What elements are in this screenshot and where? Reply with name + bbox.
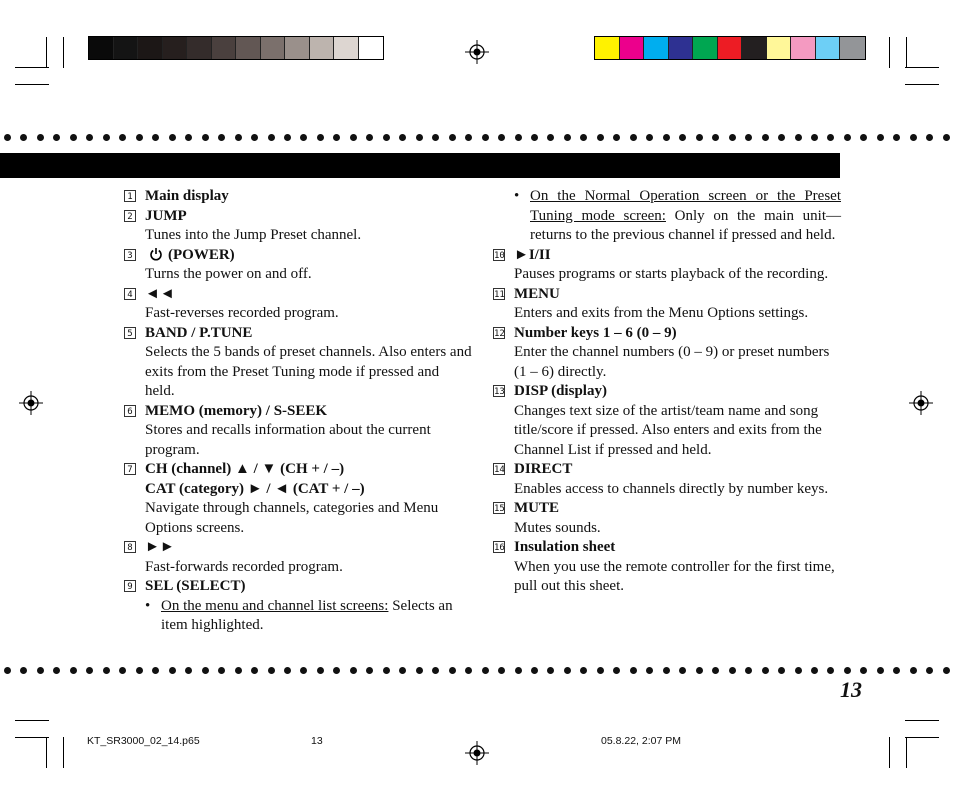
item-description: Fast-reverses recorded program. <box>145 305 339 321</box>
dot <box>136 134 143 141</box>
dotted-rule <box>0 134 954 144</box>
dot <box>218 134 225 141</box>
dot <box>613 667 620 674</box>
item-title <box>145 577 472 597</box>
dot <box>268 134 275 141</box>
dotted-rule <box>0 667 954 677</box>
dot <box>136 667 143 674</box>
bullet-note <box>145 597 472 636</box>
dot <box>729 667 736 674</box>
color-swatch <box>644 37 669 59</box>
dot <box>811 134 818 141</box>
dot <box>20 134 27 141</box>
list-item <box>127 324 472 402</box>
item-title <box>514 382 841 402</box>
dot <box>185 134 192 141</box>
color-swatch <box>816 37 841 59</box>
crop-mark <box>906 737 907 768</box>
dot <box>53 134 60 141</box>
dot <box>795 667 802 674</box>
crop-mark <box>15 737 49 738</box>
item-description: Stores and recalls information about the current program. <box>145 422 431 458</box>
item-title-secondary: CAT (category) ► / ◄ (CAT + / –) <box>145 480 365 497</box>
item-description: Enables access to channels directly by number keys. <box>514 480 829 497</box>
list-item <box>514 187 841 246</box>
item-number: 12 <box>494 328 505 339</box>
dot <box>910 134 917 141</box>
dot <box>827 667 834 674</box>
dot <box>235 134 242 141</box>
dot <box>37 134 44 141</box>
dot <box>465 667 472 674</box>
list-item <box>127 187 472 207</box>
dot <box>597 667 604 674</box>
item-title-text: SEL (SELECT) <box>145 578 246 594</box>
color-swatch <box>359 37 384 59</box>
item-description: Navigate through channels, categories and Menu Options screens. <box>145 500 439 536</box>
header-band <box>0 153 840 178</box>
item-description: Changes text size of the artist/team name and song title/score if pressed. Also enters and exits from the Channel List if pressed and held. <box>514 402 822 458</box>
dot <box>37 667 44 674</box>
dot <box>943 134 950 141</box>
item-number: 6 <box>124 405 136 417</box>
item-title <box>145 460 472 480</box>
list-item <box>494 324 841 383</box>
dot <box>663 134 670 141</box>
crop-mark <box>15 720 49 721</box>
item-title <box>514 499 841 519</box>
item-description: Enter the channel numbers (0 – 9) or preset numbers (1 – 6) directly. <box>514 344 830 380</box>
color-swatch <box>114 37 139 59</box>
dot <box>910 667 917 674</box>
dot <box>646 667 653 674</box>
footer-date: 05.8.22, 2:07 PM <box>601 735 681 747</box>
registration-mark-icon <box>19 391 43 415</box>
item-number: 13 <box>494 387 505 397</box>
item-number: 1 <box>124 190 136 202</box>
dot <box>613 134 620 141</box>
bullet-note-condition: On the menu and channel list screens: <box>161 597 389 614</box>
item-title-text: DISP (display) <box>514 383 607 399</box>
item-description: Enters and exits from the Menu Options settings. <box>514 305 809 321</box>
item-title-text: MENU <box>514 285 560 302</box>
item-description: Turns the power on and off. <box>145 266 312 282</box>
dot <box>663 667 670 674</box>
color-swatch <box>163 37 188 59</box>
dot <box>712 134 719 141</box>
dot <box>70 667 77 674</box>
item-title <box>514 285 841 305</box>
color-swatch <box>840 37 865 59</box>
color-swatch <box>742 37 767 59</box>
item-number: 2 <box>124 210 136 222</box>
dot <box>498 134 505 141</box>
bullet-note-text: Only on the main unit—returns to the previous channel if pressed and held. <box>530 207 842 243</box>
item-description: Fast-forwards recorded program. <box>145 558 343 575</box>
dot <box>20 667 27 674</box>
bullet-note-condition: On the Normal Operation screen or the Preset Tuning mode screen: <box>530 188 841 224</box>
list-item <box>494 460 841 499</box>
item-title <box>145 285 472 305</box>
dot <box>844 667 851 674</box>
dot <box>795 134 802 141</box>
color-swatch <box>310 37 335 59</box>
crop-mark <box>15 67 49 68</box>
crop-mark <box>63 737 64 768</box>
dot <box>284 667 291 674</box>
dot <box>580 667 587 674</box>
footer-page: 13 <box>311 735 323 747</box>
left-column <box>127 187 472 636</box>
registration-mark-icon <box>465 741 489 765</box>
dot <box>926 134 933 141</box>
item-description: Mutes sounds. <box>514 519 601 536</box>
dot <box>679 134 686 141</box>
dot <box>152 134 159 141</box>
color-swatch <box>285 37 310 59</box>
dot <box>383 667 390 674</box>
dot <box>235 667 242 674</box>
dot <box>943 667 950 674</box>
dot <box>531 667 538 674</box>
footer-file-name: KT_SR3000_02_14.p65 <box>87 735 200 747</box>
power-icon <box>149 247 163 261</box>
dot <box>251 667 258 674</box>
item-number: 16 <box>494 543 505 553</box>
dot <box>185 667 192 674</box>
item-title <box>145 324 472 344</box>
dot <box>515 667 522 674</box>
dot <box>547 667 554 674</box>
dot <box>432 667 439 674</box>
item-title-text: Insulation sheet <box>514 539 616 555</box>
list-item <box>494 538 841 597</box>
dot <box>119 134 126 141</box>
dot <box>630 134 637 141</box>
list-item <box>127 207 472 246</box>
item-title <box>514 246 841 266</box>
list-item <box>127 402 472 461</box>
color-swatch <box>89 37 114 59</box>
crop-mark <box>905 720 939 721</box>
list-item <box>494 499 841 538</box>
dot <box>350 134 357 141</box>
dot <box>729 134 736 141</box>
item-number: 8 <box>124 541 136 553</box>
dot <box>762 134 769 141</box>
dot <box>679 667 686 674</box>
list-item <box>494 285 841 324</box>
dot <box>251 134 258 141</box>
dot <box>169 134 176 141</box>
item-title <box>145 402 472 422</box>
color-swatch <box>767 37 792 59</box>
item-title-text: CH (channel) ▲ / ▼ (CH + / –) <box>145 461 345 477</box>
dot <box>300 667 307 674</box>
color-swatch <box>595 37 620 59</box>
dot <box>844 134 851 141</box>
dot <box>317 134 324 141</box>
dot <box>547 134 554 141</box>
dot <box>630 667 637 674</box>
dot <box>449 667 456 674</box>
crop-mark <box>905 737 939 738</box>
dot <box>696 667 703 674</box>
list-item <box>127 538 472 577</box>
dot <box>745 134 752 141</box>
dot <box>300 134 307 141</box>
dot <box>712 667 719 674</box>
item-title-text: MUTE <box>514 500 559 516</box>
dot <box>432 134 439 141</box>
dot <box>218 667 225 674</box>
dot <box>350 667 357 674</box>
color-swatch <box>261 37 286 59</box>
grayscale-color-bar <box>88 36 384 60</box>
item-title-text: ►► <box>145 539 175 555</box>
color-swatch <box>718 37 743 59</box>
item-number: 9 <box>124 580 136 592</box>
item-title <box>514 538 841 558</box>
dot <box>399 134 406 141</box>
dot <box>580 134 587 141</box>
dot <box>4 134 11 141</box>
dot <box>564 667 571 674</box>
dot <box>531 134 538 141</box>
dot <box>119 667 126 674</box>
list-item <box>494 382 841 460</box>
registration-mark-icon <box>909 391 933 415</box>
dot <box>893 134 900 141</box>
dot <box>202 134 209 141</box>
color-swatch <box>138 37 163 59</box>
item-number: 11 <box>494 289 505 300</box>
dot <box>745 667 752 674</box>
item-number: 4 <box>124 288 136 300</box>
item-title <box>145 207 472 227</box>
list-item <box>494 246 841 285</box>
item-description: When you use the remote controller for the first time, pull out this sheet. <box>514 558 835 594</box>
dot <box>366 667 373 674</box>
dot <box>696 134 703 141</box>
dot <box>465 134 472 141</box>
crop-mark <box>889 737 890 768</box>
dot <box>86 134 93 141</box>
dot <box>877 667 884 674</box>
dot <box>103 134 110 141</box>
crop-mark <box>15 84 49 85</box>
item-description: Pauses programs or starts playback of the recording. <box>514 266 829 282</box>
item-title-text: ►I/II <box>514 246 551 263</box>
color-swatch <box>620 37 645 59</box>
item-number: 5 <box>124 327 136 339</box>
item-title-text: DIRECT <box>514 461 573 477</box>
dot <box>399 667 406 674</box>
list-item <box>127 460 472 538</box>
crop-mark <box>889 37 890 68</box>
dot <box>860 134 867 141</box>
bullet-note-text: Selects an item highlighted. <box>161 597 453 633</box>
right-column <box>494 187 842 597</box>
dot <box>597 134 604 141</box>
item-title-text: BAND / P.TUNE <box>145 324 253 341</box>
item-number: 14 <box>494 465 505 475</box>
crop-mark <box>46 37 47 68</box>
dot <box>877 134 884 141</box>
item-title-text: ◄◄ <box>145 285 175 302</box>
dot <box>416 667 423 674</box>
dot <box>449 134 456 141</box>
item-description: Tunes into the Jump Preset channel. <box>145 227 362 243</box>
item-number: 15 <box>494 504 505 514</box>
dot <box>860 667 867 674</box>
dot <box>827 134 834 141</box>
item-title <box>145 538 472 558</box>
crop-mark <box>63 37 64 68</box>
dot <box>498 667 505 674</box>
dot <box>169 667 176 674</box>
dot <box>482 667 489 674</box>
item-title <box>145 187 472 207</box>
color-swatch <box>791 37 816 59</box>
list-item <box>127 285 472 324</box>
item-title-text: JUMP <box>145 207 187 224</box>
color-swatch <box>334 37 359 59</box>
color-swatch <box>669 37 694 59</box>
crop-mark <box>46 737 47 768</box>
bullet-note <box>514 187 841 246</box>
item-title <box>514 324 841 344</box>
crop-mark <box>905 84 939 85</box>
dot <box>515 134 522 141</box>
item-number: 10 <box>494 250 505 261</box>
dot <box>86 667 93 674</box>
color-swatch <box>236 37 261 59</box>
item-title-text: Main display <box>145 188 229 204</box>
color-swatch <box>693 37 718 59</box>
crop-mark <box>906 37 907 68</box>
page-number: 13 <box>840 677 862 702</box>
process-color-bar <box>594 36 866 60</box>
dot <box>53 667 60 674</box>
crop-mark <box>905 67 939 68</box>
dot <box>416 134 423 141</box>
dot <box>333 667 340 674</box>
item-title-text: MEMO (memory) / S-SEEK <box>145 402 328 419</box>
dot <box>202 667 209 674</box>
registration-mark-icon <box>465 40 489 64</box>
dot <box>4 667 11 674</box>
dot <box>482 134 489 141</box>
dot <box>333 134 340 141</box>
dot <box>893 667 900 674</box>
color-swatch <box>212 37 237 59</box>
dot <box>152 667 159 674</box>
item-title <box>145 246 472 266</box>
dot <box>317 667 324 674</box>
dot <box>811 667 818 674</box>
dot <box>366 134 373 141</box>
item-title-text: Number keys 1 – 6 (0 – 9) <box>514 324 677 341</box>
item-title-text: (POWER) <box>168 246 235 263</box>
dot <box>926 667 933 674</box>
dot <box>284 134 291 141</box>
dot <box>103 667 110 674</box>
item-number: 7 <box>124 463 136 475</box>
dot <box>762 667 769 674</box>
dot <box>778 134 785 141</box>
dot <box>564 134 571 141</box>
dot <box>70 134 77 141</box>
dot <box>268 667 275 674</box>
dot <box>646 134 653 141</box>
color-swatch <box>187 37 212 59</box>
item-number: 3 <box>124 249 136 261</box>
dot <box>778 667 785 674</box>
list-item <box>127 246 472 285</box>
list-item <box>127 577 472 636</box>
item-description: Selects the 5 bands of preset channels. Also enters and exits from the Preset Tuning mode if pressed and held. <box>145 344 472 399</box>
dot <box>383 134 390 141</box>
item-title <box>514 460 841 480</box>
